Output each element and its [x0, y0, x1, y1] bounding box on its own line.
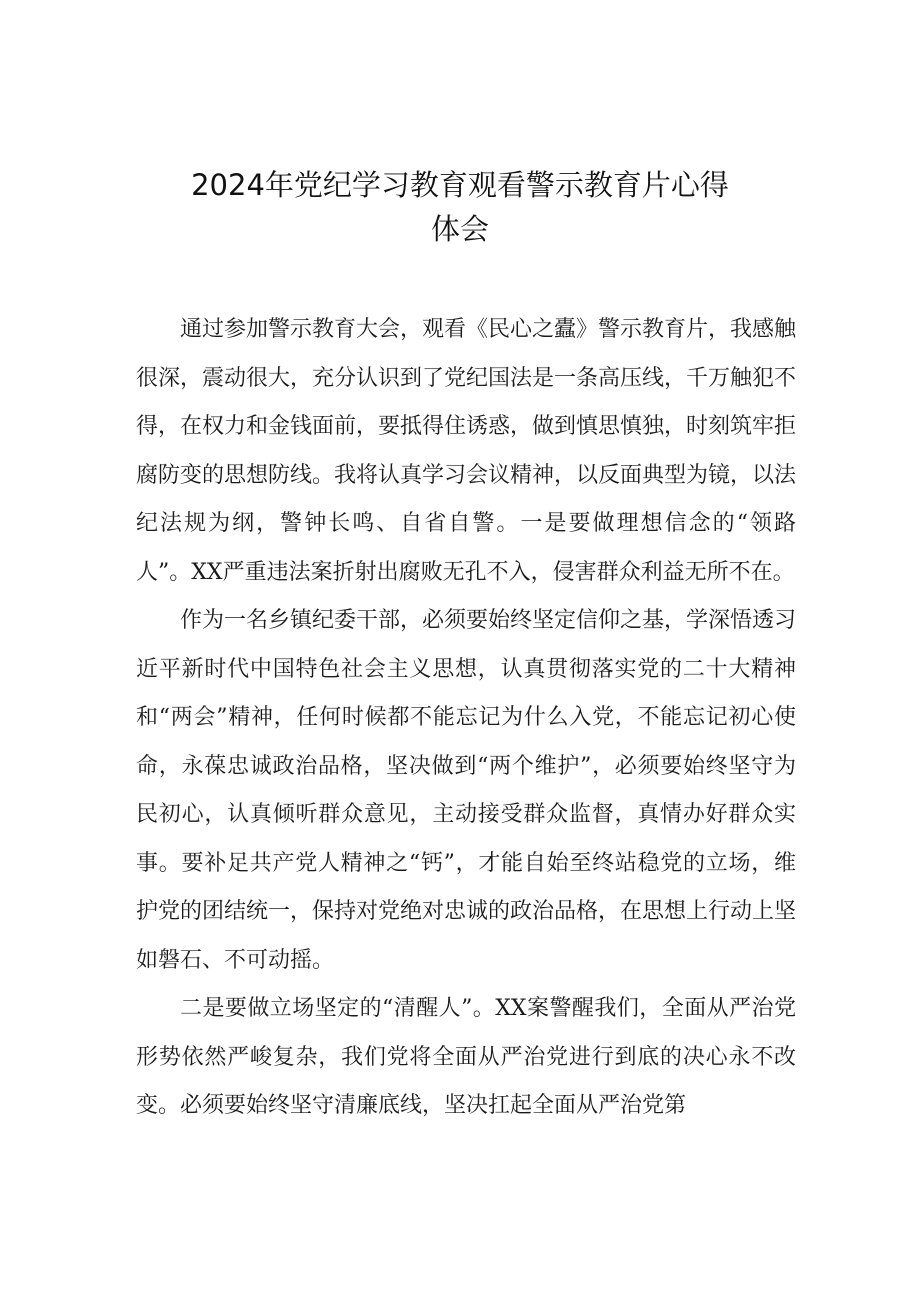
- document-title-line-1: 2024年党纪学习教育观看警示教育片心得: [191, 168, 729, 202]
- document-title-line-2: 体会: [430, 212, 489, 246]
- document-body: [136, 306, 796, 1131]
- paragraph-1: 通过参加警示教育大会，观看《民心之蠹》警示教育片，我感触很深，震动很大，充分认识到了党纪国法是一条高压线，千万触犯不得，在权力和金钱面前，要抵得住诱惑，做到慎思慎独，时刻筑牢拒腐防变的思想防线。我将认真学习会议精神，以反面典型为镜，以法纪法规为纲，警钟长鸣、自省自警。一是要做理想信念的“领路人”。XX严重违法案折射出腐败无孔不入，侵害群众利益无所不在。: [136, 317, 797, 585]
- paragraph-2: 作为一名乡镇纪委干部，必须要始终坚定信仰之基，学深悟透习近平新时代中国特色社会主义思想，认真贯彻落实党的二十大精神和“两会”精神，任何时候都不能忘记为什么入党，不能忘记初心使命，永葆忠诚政治品格，坚决做到“两个维护”，必须要始终坚守为民初心，认真倾听群众意见，主动接受群众监督，真情办好群众实事。要补足共产党人精神之“钙”，才能自始至终站稳党的立场，维护党的团结统一，保持对党绝对忠诚的政治品格，在思想上行动上坚如磐石、不可动摇。: [136, 608, 797, 973]
- document-title: [120, 163, 800, 251]
- paragraph-3: 二是要做立场坚定的“清醒人”。XX案警醒我们，全面从严治党形势依然严峻复杂，我们党将全面从严治党进行到底的决心永不改变。必须要始终坚守清廉底线，坚决扛起全面从严治党第: [136, 996, 796, 1118]
